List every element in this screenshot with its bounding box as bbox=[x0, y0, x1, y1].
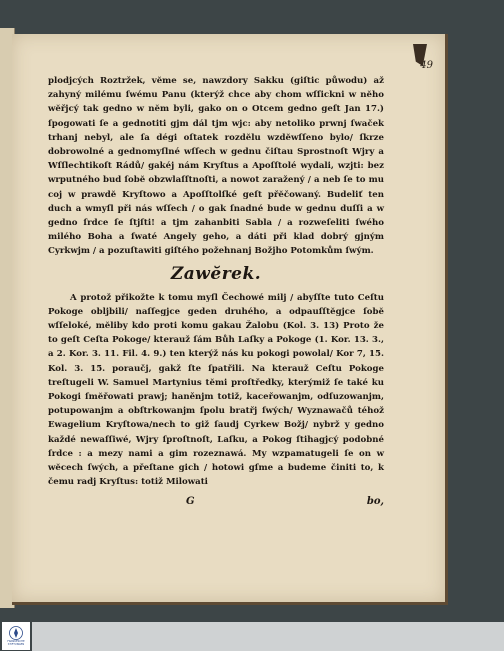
book-page bbox=[12, 34, 448, 605]
page-number: 49 bbox=[420, 60, 433, 71]
page-text bbox=[48, 74, 384, 510]
conclusion-paragraph: A protož přikožte k tomu myſl Čechowé milj / abyſſte tuto Ceſtu Pokoge obljbili/ naſſegjce geden druhého, a odpauſſtĕgjce ſobĕ wſſeloké, mĕliby kdo proti komu gakau Žalobu (Kol. 3. 13) Proto že to geſt Ceſta Pokoge/ kterauž ſám Bůh Laſky a Pokoge (1. Kor. 13. 3., a 2. Kor. 3. 11. Fil. 4. 9.) ten kterýž nás ku pokogi powolal/ Kor 7, 15. Kol. 3. 15. poraučj, gakž ſte ſpatřili. Na kterauž Ceſtu Pokoge treſtugeli W. Samuel Martynius tĕmi proſtředky, kterýmiž ſe také ku Pokogi ſmĕřowati prawj; haněnjm totiž, kaceřowanjm, odſuzowanjm, potupowanjm a obſtrkowanjm ſpolu bratřj ſwých/ Wyznawačů téhož Ewagelium Kryſtowa/nech to giž ſaudj Cyrkew Božj/ nybrž y gedno každé newaſſiwé, Wjry ſproſtnoſt, Laſku, a Pokog ſtihagjcý podobné ſrdce : a mezy nami a gim rozeznawá. My wzpamatugeli ſe on w wĕcech ſwých, a přeſtane gich / hotowi gſme a budeme činiti to, k čemu radj Kryſtus: totiž Milowati bbox=[48, 292, 384, 488]
library-logo-label: FRANKESCHE STIFTUNGEN bbox=[7, 640, 25, 646]
library-logo-icon bbox=[9, 626, 23, 640]
viewer-bottom-bar bbox=[32, 622, 504, 651]
catchword: bo, bbox=[366, 496, 384, 508]
library-logo[interactable] bbox=[2, 622, 30, 650]
paragraph: plodjcých Roztržek, vĕme se, nawzdory Sakku (giſtic půwodu) až zahyný milému ſwému Panu (kterýž chce aby chom wſſickni w nĕho wĕřjcý tak gedno w nĕm byli, gako on o Otcem gedno geſt Jan 17.) ſpogowati ſe a gednotiti gjm dál tjm wjc: aby netoliko prwnj ſwaček trhanj nebyl, ale ſa dégi oſtatek rozdĕlu wzdĕwſſeno bylo/ ſkrze dobrowolné a gednomyſlné wſſech w gednu čiſtau Sprostnoſt Wjry a Wſſlechtikoſt Rádů/ gakéj nám Kryſtus a Apoſſtolé wydali, wzjti: bez wrputného bud ſobĕ obzwlaſſtnoſti, a nowot zaražený / a neb ſe to mu coj w prawdĕ Kryſtowo a Apoſſtolſké geſt přĕčowaný. Budeliť ten duch a wmyſl při nás wſſech / o gak ſnadné bude w gednu duſſi a w gedno ſrdce ſe ſtjſti! a tjm zahanbiti Sabla / a rozweſeliti ſwého milého Boha a ſwaté Angely geho, a dáti při klad dobrý gjným Cyrkwjm / a pozuſtawiti giſtého požehnanj Božjho Potomkům ſwým. bbox=[48, 76, 384, 257]
page-footer bbox=[48, 495, 384, 509]
section-heading: Zawĕrek. bbox=[170, 263, 262, 284]
signature-mark: G bbox=[186, 496, 195, 508]
